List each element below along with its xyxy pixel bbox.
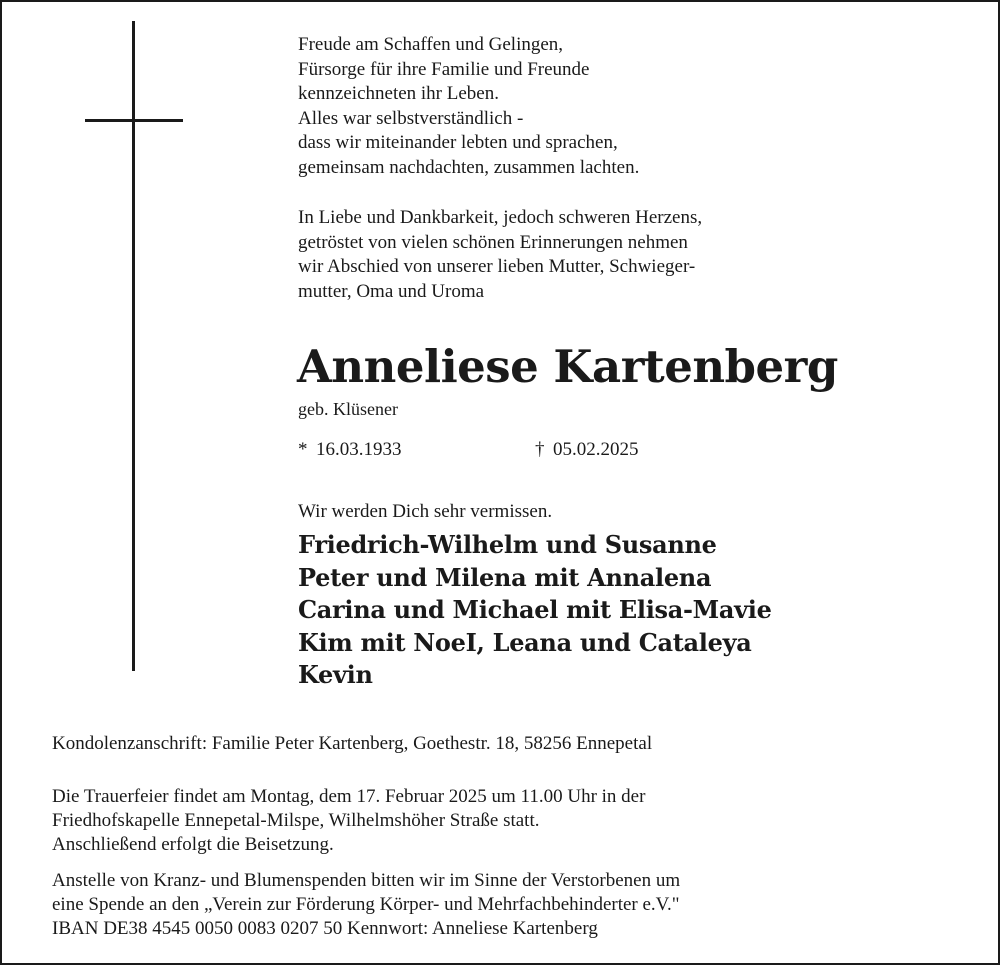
missing-text: Wir werden Dich sehr vermissen. xyxy=(298,501,553,522)
poem-line: Freude am Schaffen und Gelingen, xyxy=(298,34,564,55)
poem-intro xyxy=(298,33,639,180)
farewell-line: wir Abschied von unserer lieben Mutter, Schwieger- xyxy=(298,256,696,277)
ceremony-info xyxy=(52,785,645,857)
poem-line: Alles war selbstverständlich - xyxy=(298,107,524,129)
poem-line: kennzeichneten ihr Leben. xyxy=(298,83,499,104)
birth-date: 16.03.1933 xyxy=(316,439,402,460)
death-date-line xyxy=(535,439,639,461)
mourner-line: Friedrich-Wilhelm und Susanne xyxy=(298,530,717,559)
mourner-line: Peter und Milena mit Annalena xyxy=(298,562,712,592)
farewell-line: mutter, Oma und Uroma xyxy=(298,280,485,302)
poem-line: dass wir miteinander lebten und sprachen, xyxy=(298,132,618,153)
death-date: 05.02.2025 xyxy=(553,439,639,460)
cross-icon-crossbar xyxy=(85,119,183,122)
donation-line: IBAN DE38 4545 0050 0083 0207 50 Kennwort: Anneliese Kartenberg xyxy=(52,918,598,939)
birth-name: geb. Klüsener xyxy=(298,399,398,419)
ceremony-line: Die Trauerfeier findet am Montag, dem 17. Februar 2025 um 11.00 Uhr in der xyxy=(52,786,646,807)
mourner-line: Kim mit NoeI, Leana und Cataleya xyxy=(298,627,752,657)
mourners-list xyxy=(298,529,772,692)
death-dagger-icon: † xyxy=(535,439,545,460)
birth-star-icon: * xyxy=(298,439,308,460)
birth-date-line xyxy=(298,439,402,461)
donation-line: Anstelle von Kranz- und Blumenspenden bitten wir im Sinne der Verstorbenen um xyxy=(52,870,681,891)
address-line: Kondolenzanschrift: Familie Peter Kartenberg, Goethestr. 18, 58256 Ennepetal xyxy=(52,733,653,754)
donation-line: eine Spende an den „Verein zur Förderung Körper- und Mehrfachbehinderter e.V." xyxy=(52,894,680,915)
poem-line: Fürsorge für ihre Familie und Freunde xyxy=(298,58,590,80)
farewell-line: getröstet von vielen schönen Erinnerungen nehmen xyxy=(298,231,688,253)
ceremony-line: Anschließend erfolgt die Beisetzung. xyxy=(52,834,334,855)
deceased-name: Anneliese Kartenberg xyxy=(297,340,838,393)
condolence-address xyxy=(52,732,652,756)
donation-info xyxy=(52,869,680,941)
farewell-text xyxy=(298,206,702,304)
mourner-line: Kevin xyxy=(298,660,373,689)
poem-line: gemeinsam nachdachten, zusammen lachten. xyxy=(298,156,640,178)
ceremony-line: Friedhofskapelle Ennepetal-Milspe, Wilhelmshöher Straße statt. xyxy=(52,810,540,831)
mourner-line: Carina und Michael mit Elisa-Mavie xyxy=(298,595,772,624)
farewell-line: In Liebe und Dankbarkeit, jedoch schweren Herzens, xyxy=(298,207,703,228)
